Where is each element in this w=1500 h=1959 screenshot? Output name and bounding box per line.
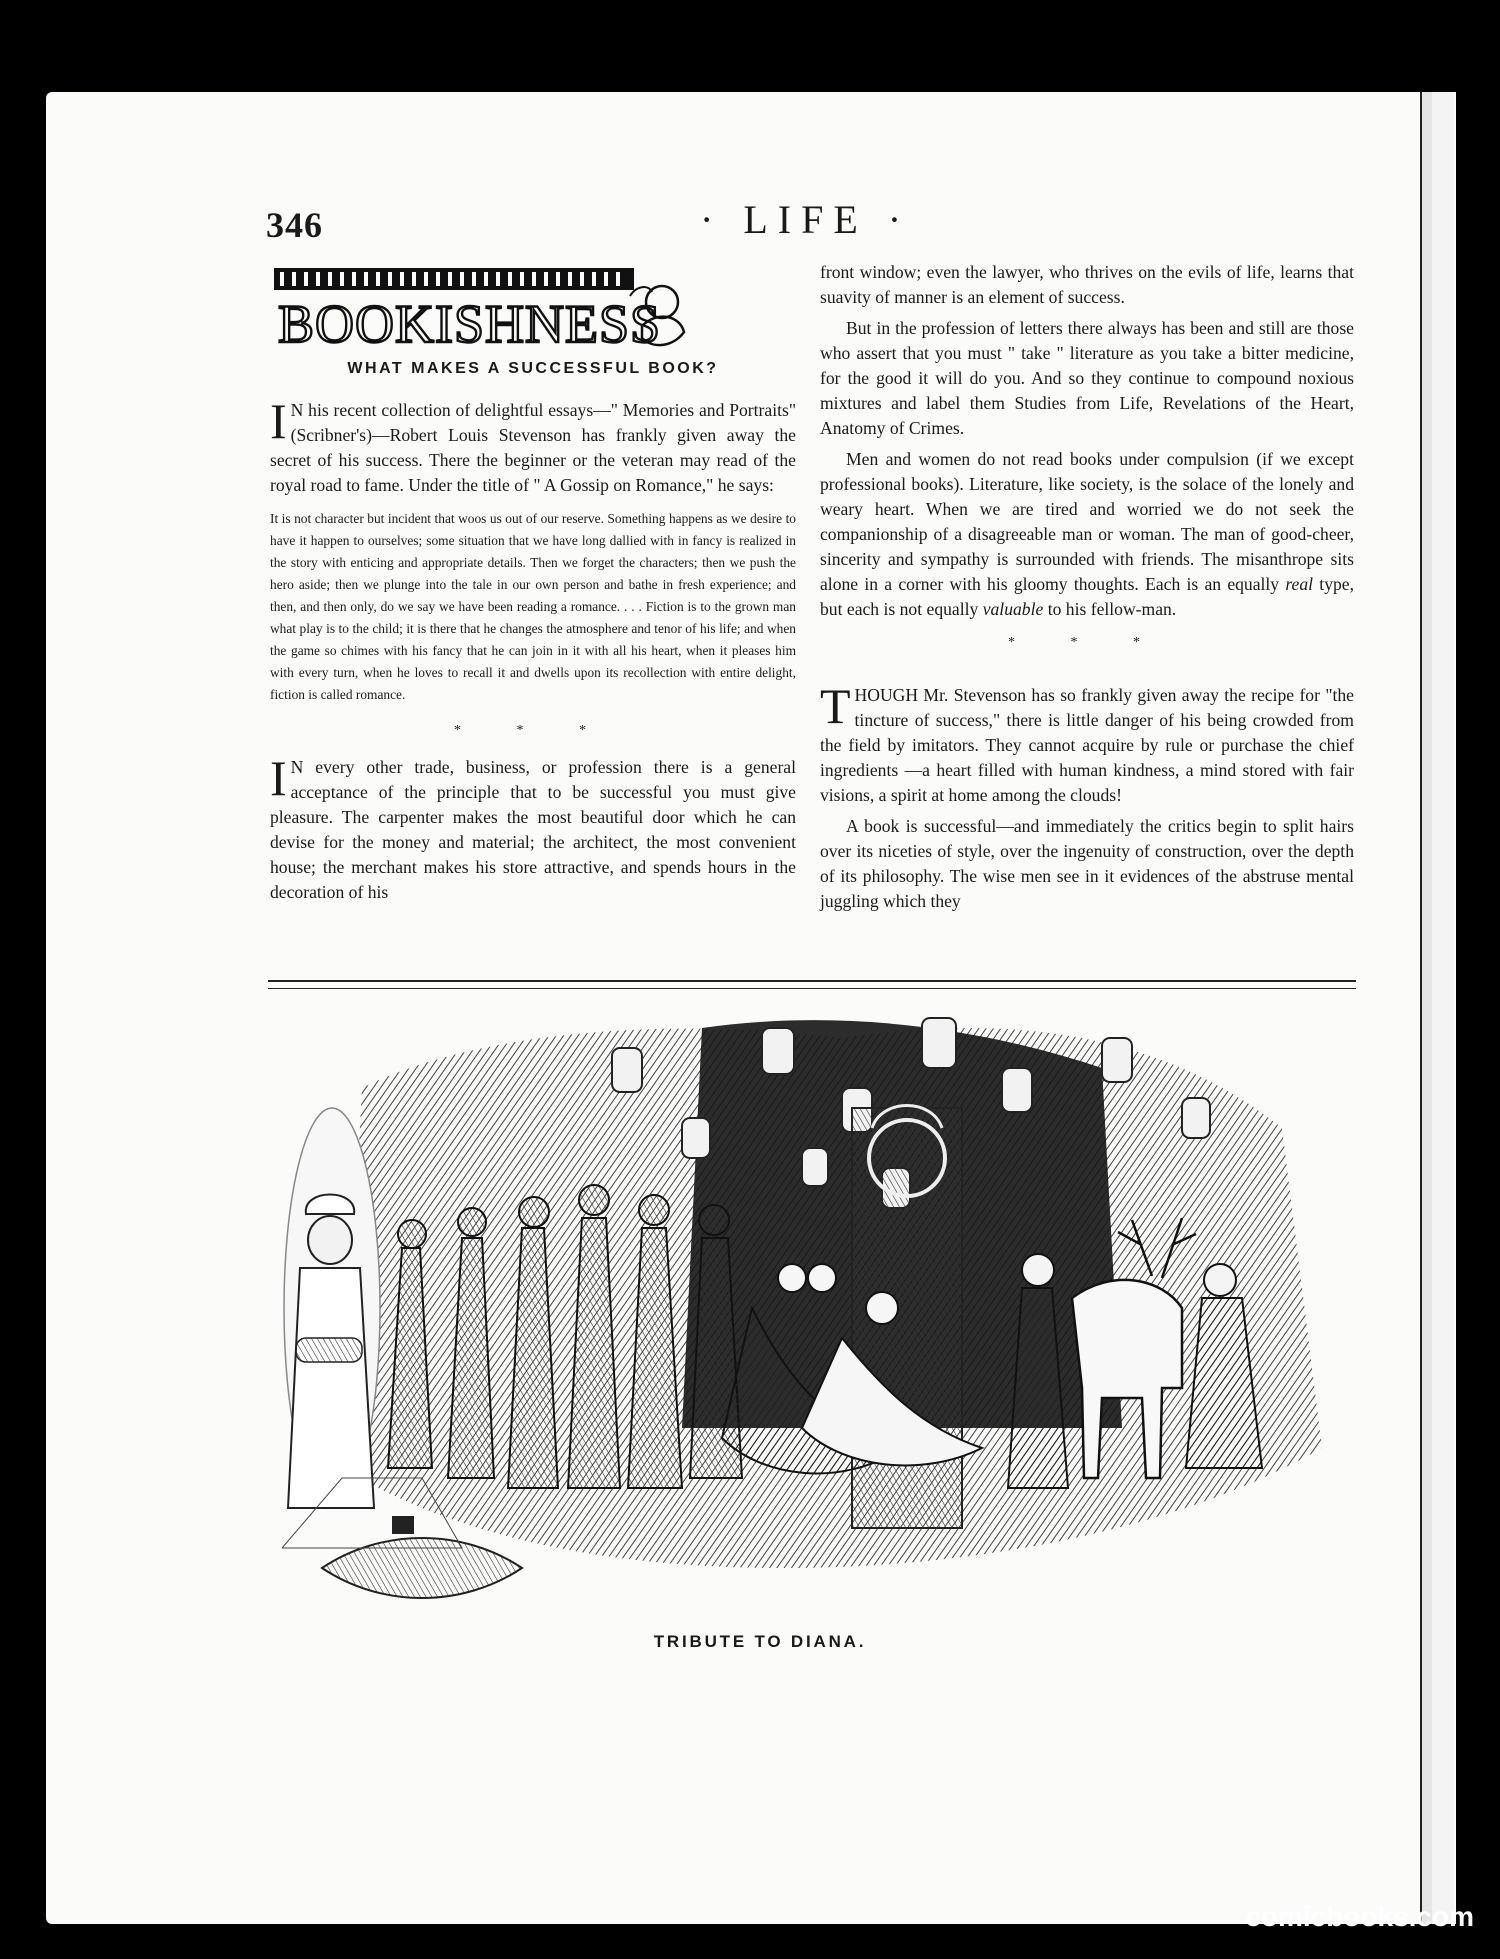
- paragraph: I N every other trade, business, or profession there is a general acceptance of the principle that to be successful you must give pleasure. The carpenter makes the most beautiful door which he can devise for the money and material; the architect, the most convenient house; the merchant makes his store attractive, and spends hours in the decoration of his: [270, 750, 796, 902]
- next-page-edge: [1432, 92, 1454, 1924]
- paragraph: front window; even the lawyer, who thrives on the evils of life, learns that suavity of manner is an element of success.: [820, 262, 1354, 307]
- bookishness-banner: [270, 266, 690, 358]
- page-number: 346: [266, 205, 323, 245]
- section-divider: * * *: [454, 723, 612, 738]
- left-column: [270, 393, 796, 911]
- masthead: · LIFE ·: [700, 197, 912, 242]
- stevenson-quote: It is not character but incident that woos us out of our reserve. Something happens as we desire to have it happen to ourselves; some situation that we have long dallied with in fancy is realized in the story with enticing and appropriate details. Then we forget the characters; then we push the hero aside; then we plunge into the tale in our own person and bathe in fresh experience; and then, and then only, do we say we have been reading a romance. . . . Fiction is to the grown man what play is to the child; it is there that he changes the atmosphere and tenor of his life; and when the game so chimes with his fancy that he can join in it with all his heart, when it pleases him with every turn, when he loves to recall it and dwells upon its recollection with entire delight, fiction is called romance.: [270, 511, 796, 702]
- paragraph: Men and women do not read books under compulsion (if we except professional books). Literature, like society, is the solace of the lonely and weary heart. When we are tired and worried we do not seek the companionship of a disagreeable man or woman. The man of good-cheer, sincerity and sympathy is surrounded with friends. The misanthrope sits alone in a corner with his gloomy thoughts. Each is an equally real type, but each is not equally valuable to his fellow-man.: [820, 449, 1354, 619]
- article-heading: WHAT MAKES A SUCCESSFUL BOOK?: [347, 360, 719, 377]
- drop-cap: I: [270, 393, 287, 449]
- paragraph: A book is successful—and immediately the critics begin to split hairs over its niceties of style, over the ingenuity of construction, over the depth of its philosophy. The wise men see in it evidences of the abstruse mental juggling which they: [820, 816, 1354, 911]
- illustration-caption: TRIBUTE TO DIANA.: [653, 1632, 867, 1651]
- section-divider: * * *: [1008, 635, 1166, 650]
- drop-cap: T: [820, 678, 851, 734]
- paragraph: But in the profession of letters there always has been and still are those who assert that you must " take " literature as you take a bitter medicine, for the good it will do you. And so they continue to compound noxious mixtures and label them Studies from Life, Revelations of the Heart, Anatomy of Crimes.: [820, 318, 1354, 438]
- tribute-to-diana-illustration: [282, 1008, 1342, 1628]
- drop-cap: I: [270, 750, 287, 806]
- paragraph: THOUGH Mr. Stevenson has so frankly given away the recipe for "the tincture of success," there is little danger of his being crowded from the field by imitators. They cannot acquire by rule or purchase the chief ingredients —a heart filled with human kindness, a mind stored with fair visions, a spirit at home among the clouds!: [820, 678, 1354, 805]
- right-column: [820, 260, 1354, 920]
- banner-text: BOOKISHNESS: [278, 294, 662, 354]
- horizontal-rule: [268, 980, 1356, 989]
- paragraph: I N his recent collection of delightful essays—" Memories and Portraits" (Scribner's)—Robert Louis Stevenson has frankly given away the secret of his success. There the beginner or the veteran may read of the royal road to fame. Under the title of " A Gossip on Romance," he says:: [270, 393, 796, 495]
- watermark: comicbooks.com: [1245, 1901, 1474, 1932]
